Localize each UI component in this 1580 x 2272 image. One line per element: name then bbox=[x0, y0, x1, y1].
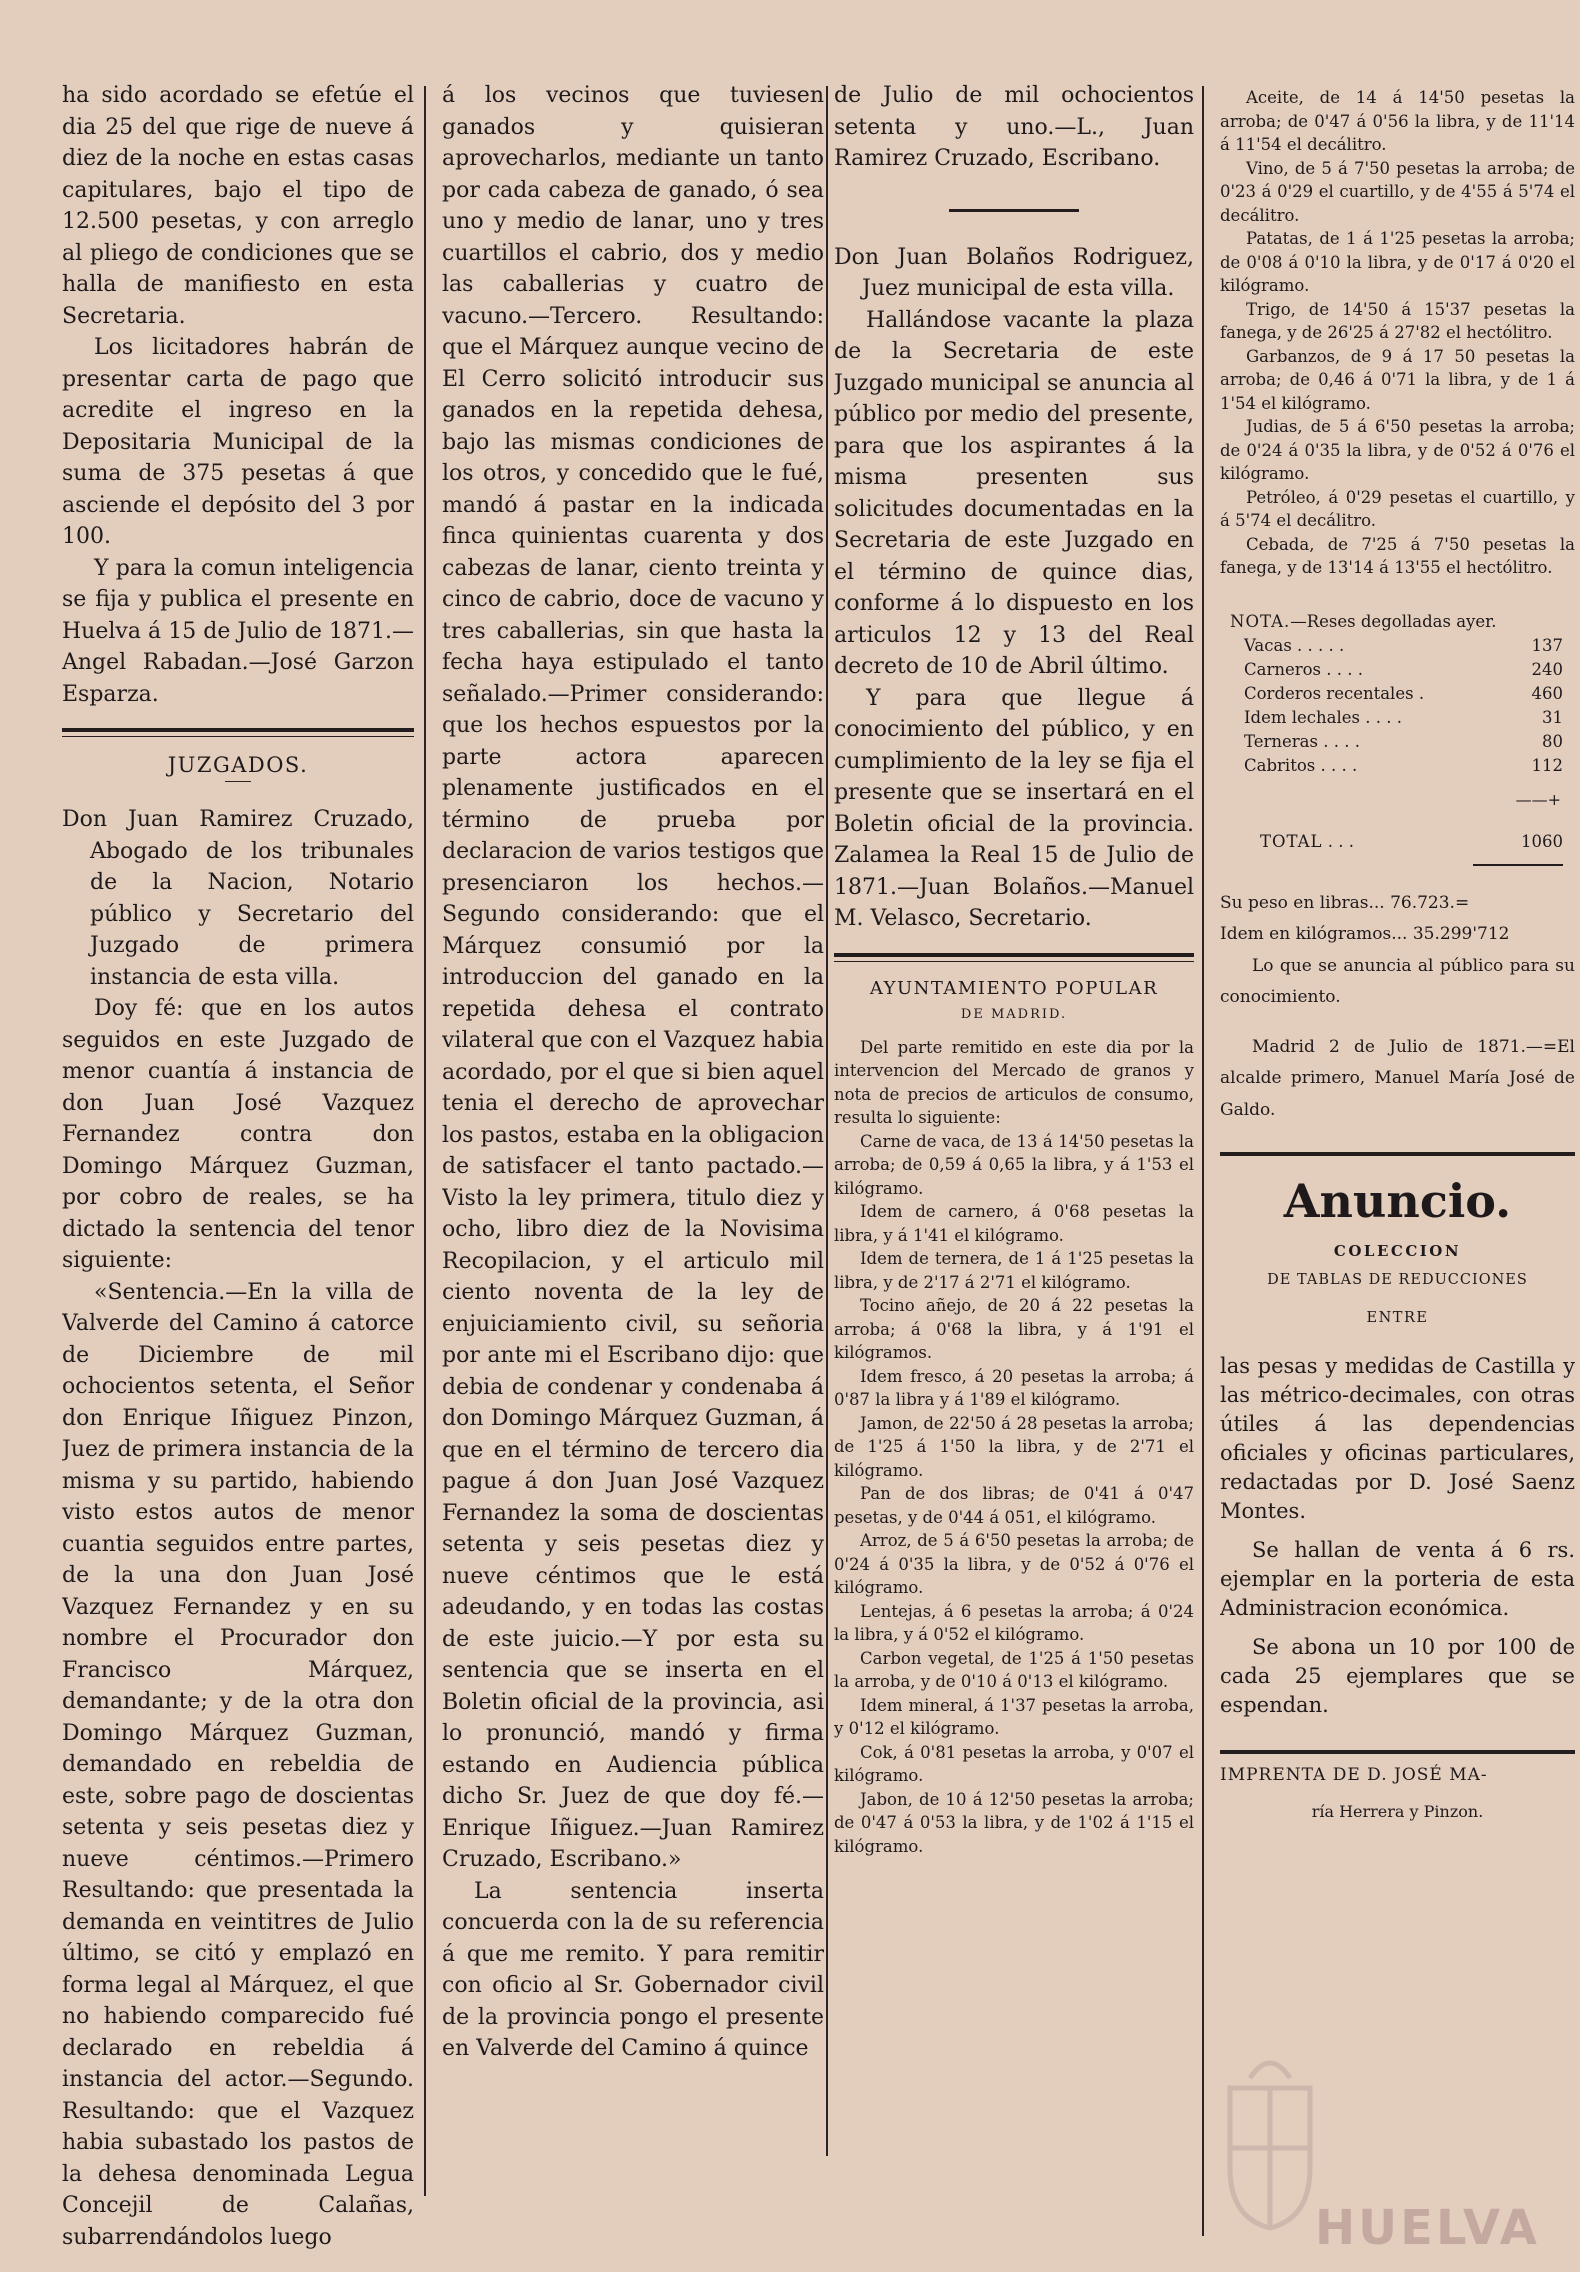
section-rule bbox=[834, 953, 1194, 957]
paragraph-bolanos: Don Juan Bolaños Rodriguez, Juez municipal de esta villa. bbox=[834, 244, 1194, 301]
price-item: Carbon vegetal, de 1'25 á 1'50 pesetas la arroba, y de 0'10 á 0'13 el kilógramo. bbox=[834, 1648, 1194, 1691]
column-1 bbox=[62, 80, 414, 2253]
paragraph-madrid-signature: Madrid 2 de Julio de 1871.—=El alcalde primero, Manuel María José de Galdo. bbox=[1220, 1036, 1575, 1120]
price-item: Idem de carnero, á 0'68 pesetas la libra, y á 1'41 el kilógramo. bbox=[834, 1202, 1194, 1245]
reses-row: Carneros . . . . 240 bbox=[1244, 659, 1563, 679]
price-item: Lentejas, á 6 pesetas la arroba; á 0'24 la libra, y á 0'52 el kilógramo. bbox=[834, 1601, 1194, 1644]
price-list-continued bbox=[1220, 86, 1575, 580]
heading-underline bbox=[225, 781, 251, 782]
price-list bbox=[834, 1036, 1194, 1859]
ayuntamiento-heading: AYUNTAMIENTO POPULAR bbox=[869, 977, 1159, 999]
imprint-line: IMPRENTA DE D. JOSÉ MA- bbox=[1220, 1765, 1488, 1785]
section-rule-thin bbox=[834, 961, 1194, 962]
coleccion-heading: COLECCION bbox=[1333, 1242, 1462, 1260]
price-item: Jabon, de 10 á 12'50 pesetas la arroba; de 0'47 á 0'53 la libra, y de 1'02 á 1'15 el kilógramo. bbox=[834, 1789, 1194, 1856]
paragraph-sentencia: «Sentencia.—En la villa de Valverde del Camino á catorce de Diciembre de mil ochocientos setenta, el Señor don Enrique Iñiguez Pinzon, Juez de primera instancia de la misma y su partido, habiendo visto estos autos de menor cuantia seguidos entre partes, de la una don Juan José Vazquez Fernandez y en su nombre el Procurador don Francisco Márquez, demandante; y de la otra don Domingo Márquez Guzman, demandado en rebeldia de este, sobre pago de doscientas setenta y seis pesetas diez y nueve céntimos.—Primero Resultando: que presentada la demanda en veintitres de Julio último, se citó y emplazó en forma legal al Márquez, el que no habiendo comparecido fué declarado en rebeldia á instancia del actor.—Segundo. Resultando: que el Vazquez habia subastado los pastos de la dehesa denominada Legua Concejil de Calañas, subarrendándolos luego bbox=[62, 1279, 414, 2250]
price-item: Jamon, de 22'50 á 28 pesetas la arroba; de 1'25 á 1'50 la libra, y de 2'71 el kilógramo. bbox=[834, 1413, 1194, 1480]
juzgados-heading: JUZGADOS. bbox=[167, 753, 309, 777]
column-3 bbox=[834, 80, 1194, 1858]
nota-heading bbox=[1220, 610, 1575, 634]
price-item: Cebada, de 7'25 á 7'50 pesetas la fanega, y de 13'14 á 13'55 el hectólitro. bbox=[1220, 534, 1575, 577]
price-item: Pan de dos libras; de 0'41 á 0'47 pesetas, y de 0'44 á 051, el kilógramo. bbox=[834, 1484, 1194, 1527]
entre-heading: ENTRE bbox=[1366, 1310, 1429, 1326]
paragraph-doy-fe: Doy fé: que en los autos seguidos en este Juzgado de menor cuantía á instancia de don Juan José Vazquez Fernandez contra don Domingo Márquez Guzman, por cobro de reales, se ha dictado la sentencia del tenor siguiente: bbox=[62, 996, 414, 1273]
section-rule bbox=[1220, 1152, 1575, 1156]
paragraph-lo-que: Lo que se anuncia al público para su conocimiento. bbox=[1220, 955, 1575, 1007]
paragraph-sentencia-inserta: La sentencia inserta concuerda con la de su referencia á que me remito. Y para remitir con oficio al Sr. Gobernador civil de la provincia pongo el presente en Valverde del Camino á quince bbox=[442, 1878, 824, 2061]
paragraph-conocimiento: Y para que llegue á conocimiento del público, y en cumplimiento de la ley se fija el presente que se insertará en el Boletin oficial de la provincia. Zalamea la Real 15 de Julio de 1871.—Juan Bolaños.—Manuel M. Velasco, Secretario. bbox=[834, 685, 1194, 931]
reses-row: Vacas . . . . . 137 bbox=[1244, 635, 1563, 655]
paragraph-don-juan-ramirez: Don Juan Ramirez Cruzado, Abogado de los tribunales de la Nacion, Notario público y Secretario del Juzgado de primera instancia de esta villa. bbox=[62, 807, 414, 990]
price-item: Idem fresco, á 20 pesetas la arroba; á 0'87 la libra y á 1'89 el kilógramo. bbox=[834, 1366, 1194, 1409]
price-item: Idem mineral, á 1'37 pesetas la arroba, y 0'12 el kilógramo. bbox=[834, 1695, 1194, 1738]
price-item: Vino, de 5 á 7'50 pesetas la arroba; de 0'23 á 0'29 el cuartillo, y de 4'55 á 5'74 el decálitro. bbox=[1220, 158, 1575, 225]
total-label: TOTAL bbox=[1260, 831, 1323, 851]
peso-kilogramos: Idem en kilógramos... 35.299'712 bbox=[1220, 924, 1510, 944]
price-item: Petróleo, á 0'29 pesetas el cuartillo, y á 5'74 el decálitro. bbox=[1220, 487, 1575, 530]
column-rule-3 bbox=[1202, 86, 1204, 2236]
price-item: Carne de vaca, de 13 á 14'50 pesetas la arroba; de 0,59 á 0,65 la libra, y á 1'53 el kilógramo. bbox=[834, 1131, 1194, 1198]
paragraph-venta: Se hallan de venta á 6 rs. ejemplar en la porteria de esta Administracion económica. bbox=[1220, 1538, 1575, 1620]
section-rule-thin bbox=[62, 736, 414, 737]
column-2 bbox=[442, 80, 824, 2065]
reses-table bbox=[1220, 610, 1575, 1127]
column-rule-2 bbox=[826, 86, 828, 2156]
peso-libras: Su peso en libras... 76.723.= bbox=[1220, 892, 1470, 913]
watermark-text: HUELVA bbox=[1315, 2200, 1540, 2256]
total-underline bbox=[1473, 864, 1563, 866]
price-item: Garbanzos, de 9 á 17 50 pesetas la arroba; de 0,46 á 0'71 la libra, y de 1 á 1'54 el kilógramo. bbox=[1220, 346, 1575, 413]
paragraph-abona: Se abona un 10 por 100 de cada 25 ejemplares que se espendan. bbox=[1220, 1635, 1575, 1717]
nota-text: —Reses degolladas ayer. bbox=[1290, 611, 1497, 631]
ayuntamiento-subheading: DE MADRID. bbox=[960, 1006, 1068, 1022]
reses-row: Cabritos . . . . 112 bbox=[1244, 755, 1563, 775]
section-rule bbox=[62, 728, 414, 732]
section-rule bbox=[1220, 1750, 1575, 1754]
reses-row: Terneras . . . . 80 bbox=[1244, 731, 1563, 751]
sum-rule: ——+ bbox=[1515, 789, 1561, 809]
price-item: Trigo, de 14'50 á 15'37 pesetas la fanega, y de 26'25 á 27'82 el hectólitro. bbox=[1220, 299, 1575, 342]
paragraph-vacante: Hallándose vacante la plaza de la Secretaria de este Juzgado municipal se anuncia al público por medio del presente, para que los aspirantes á la misma presenten sus solicitudes documentadas en la Secretaria de este Juzgado en el término de quince dias, conforme á lo dispuesto en los articulos 12 y 13 del Real decreto de 10 de Abril último. bbox=[834, 307, 1194, 679]
paragraph-continuation: ha sido acordado se efetúe el dia 25 del que rige de nueve á diez de la noche en estas casas capitulares, bajo el tipo de 12.500 pesetas, y con arreglo al pliego de condiciones que se halla de manifiesto en esta Secretaria. bbox=[62, 83, 414, 329]
paragraph-licitadores: Los licitadores habrán de presentar carta de pago que acredite el ingreso en la Depositaria Municipal de la suma de 375 pesetas á que asciende el depósito del 3 por 100. bbox=[62, 335, 414, 549]
price-item: Arroz, de 5 á 6'50 pesetas la arroba; de 0'24 á 0'35 la libra, y de 0'52 á 0'76 el kilógramo. bbox=[834, 1531, 1194, 1597]
price-item: Idem de ternera, de 1 á 1'25 pesetas la libra, y de 2'17 á 2'71 el kilógramo. bbox=[834, 1249, 1194, 1292]
price-item: Judias, de 5 á 6'50 pesetas la arroba; de 0'24 á 0'35 la libra, y de 0'52 á 0'76 el kilógramo. bbox=[1220, 417, 1575, 483]
paragraph-continuation: de Julio de mil ochocientos setenta y uno.—L., Juan Ramirez Cruzado, Escribano. bbox=[834, 83, 1194, 171]
total-value: 1060 bbox=[1521, 831, 1563, 851]
paragraph-pesas-medidas: las pesas y medidas de Castilla y las métrico-decimales, con otras útiles á las dependencias oficiales y oficinas particulares, redactadas por D. José Saenz Montes. bbox=[1220, 1354, 1575, 1523]
price-item: Tocino añejo, de 20 á 22 pesetas la arroba; á 0'68 la libra, y á 1'91 el kilógramos. bbox=[834, 1296, 1194, 1362]
paragraph-sentencia-continuation: á los vecinos que tuviesen ganados y quisieran aprovecharlos, mediante un tanto por cada cabeza de ganado, ó sea uno y medio de lanar, uno y tres cuartillos el cabrio, dos y medio las caballerias y cuatro de vacuno.—Tercero. Resultando: que el Márquez aunque vecino de El Cerro solicitó introducir sus ganados en la repetida dehesa, bajo las mismas condiciones de los otros, y concedido que le fué, mandó á pastar en la indicada finca quinientas cuarenta y dos cabezas de lanar, ciento treinta y cinco de cabrio, doce de vacuno y tres caballerias, sin que hasta la fecha haya estipulado el tanto señalado.—Primer considerando: que los hechos espuestos por la parte actora aparecen plenamente justificados en el término de prueba por declaracion de varios testigos que presenciaron los hechos.—Segundo considerando: que el Márquez consumió por la introduccion del ganado en la repetida dehesa el contrato vilateral que con el Vazquez habia acordado, por el que si bien aquel tenia el derecho de aprovechar los pastos, estaba en la obligacion de satisfacer el tanto pactado.—Visto la ley primera, titulo diez y ocho, libro diez de la Novisima Recopilacion, y el articulo mil ciento noventa de la ley de enjuiciamiento civil, su señoria por ante mi el Escribano dijo: que debia de condenar y condenaba á don Domingo Márquez Guzman, á que en el término de tercero dia pague á don Juan José Vazquez Fernandez la soma de doscientas setenta y seis pesetas diez y nueve céntimos que le está adeudando, y en todas las costas de este juicio.—Y por esta su sentencia que se inserta en el Boletin oficial de la provincia, asi lo pronunció, mandó y firma estando en Audiencia pública dicho Sr. Juez de que doy fé.—Enrique Iñiguez.—Juan Ramirez Cruzado, Escribano.» bbox=[442, 83, 824, 1872]
nota-label: NOTA. bbox=[1230, 611, 1291, 631]
column-4 bbox=[1220, 86, 1575, 1821]
anuncio-heading: Anuncio. bbox=[1283, 1174, 1512, 1228]
paragraph-parte: Del parte remitido en este dia por la intervencion del Mercado de granos y nota de precios de articulos de consumo, resulta lo siguiente: bbox=[834, 1037, 1194, 1127]
section-rule bbox=[949, 209, 1079, 212]
imprint-line-2: ría Herrera y Pinzon. bbox=[1311, 1802, 1484, 1821]
price-item: Patatas, de 1 á 1'25 pesetas la arroba; de 0'08 á 0'10 la libra, y de 0'17 á 0'20 el kilógramo. bbox=[1220, 229, 1575, 295]
total-row: TOTAL . . . 1060 bbox=[1220, 830, 1575, 854]
price-item: Aceite, de 14 á 14'50 pesetas la arroba; de 0'47 á 0'56 la libra, y de 11'14 á 11'54 el decálitro. bbox=[1220, 88, 1575, 154]
price-item: Cok, á 0'81 pesetas la arroba, y 0'07 el kilógramo. bbox=[834, 1742, 1194, 1785]
reses-row: Corderos recentales . 460 bbox=[1244, 683, 1563, 703]
paragraph-comun-inteligencia: Y para la comun inteligencia se fija y publica el presente en Huelva á 15 de Julio de 1871.—Angel Rabadan.—José Garzon Esparza. bbox=[62, 555, 414, 707]
reses-row: Idem lechales . . . . 31 bbox=[1244, 707, 1563, 727]
column-rule-1 bbox=[424, 86, 426, 2196]
tablas-heading: DE TABLAS DE REDUCCIONES bbox=[1267, 1272, 1528, 1288]
